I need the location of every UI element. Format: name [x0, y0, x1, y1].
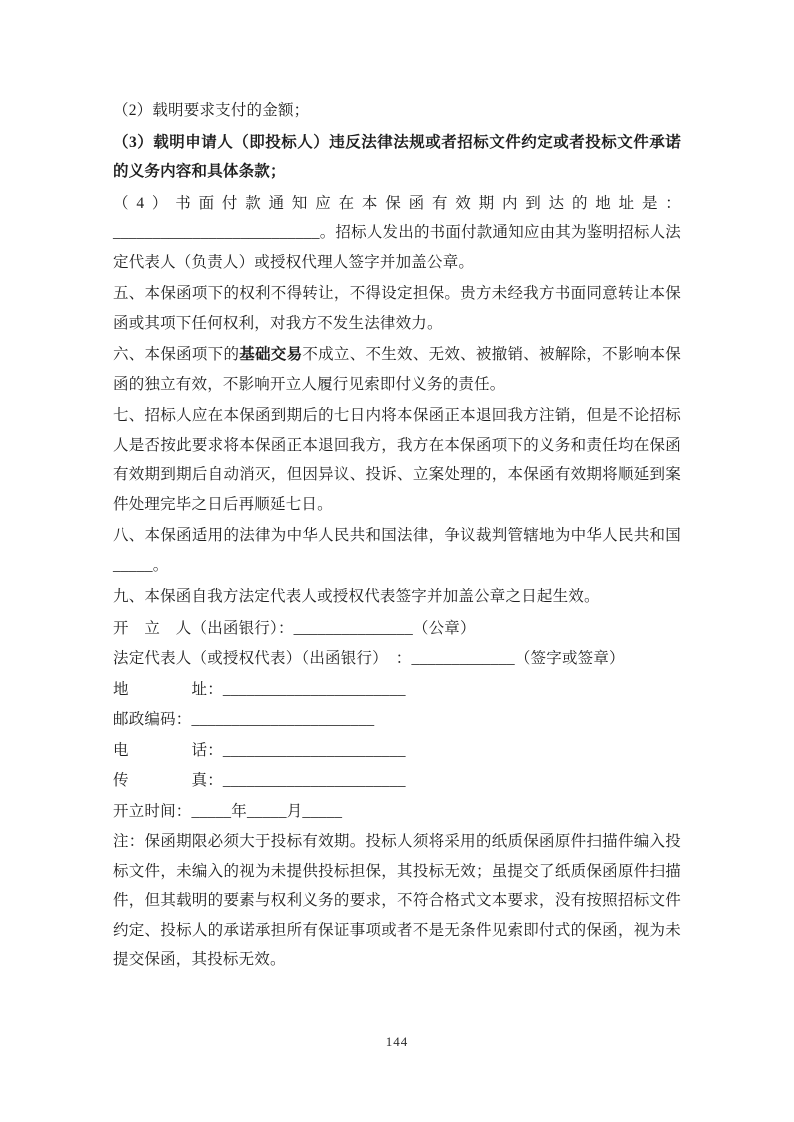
clause-6: [113, 340, 681, 399]
signature-address-line: 地 址：_______________________: [113, 680, 406, 698]
page-number: 144: [385, 1034, 409, 1049]
signature-issue-date-line: 开立时间：_____年_____月_____: [113, 802, 343, 820]
list-item-3: （3）载明申请人（即投标人）违反法律法规或者招标文件约定或者投标文件承诺的义务内容和具体条款；: [113, 133, 681, 180]
clause-7: 七、招标人应在本保函到期后的七日内将本保函正本退回我方注销，但是不论招标人是否按此要求将本保函正本退回我方，我方在本保函项下的义务和责任均在保函有效期到期后自动消灭，但因异议、投诉、立案处理的，本保函有效期将顺延到案件处理完毕之日后再顺延七日。: [113, 407, 681, 513]
clause-6-post: 不成立、不生效、无效、被撤销、被解除，不影响本保函的独立有效，不影响开立人履行见索即付义务的责任。: [113, 346, 681, 393]
signature-phone-line: 电 话：_______________________: [113, 741, 406, 759]
note-paragraph: 注：保函期限必须大于投标有效期。投标人须将采用的纸质保函原件扫描件编入投标文件，未编入的视为未提供投标担保，其投标无效；虽提交了纸质保函原件扫描件，但其载明的要素与权利义务的要求，不符合格式文本要求，没有按照招标文件约定、投标人的承诺承担所有保证事项或者不是无条件见索即付式的保函，视为未提交保函，其投标无效。: [113, 833, 681, 968]
clause-6-bold-term: 基础交易: [239, 346, 303, 363]
signature-fax-line: 传 真：_______________________: [113, 772, 406, 789]
signature-legal-representative-line: 法定代表人（或授权代表）（出函银行） ：_____________（签字或签章）: [113, 650, 625, 667]
list-item-4: （4）书面付款通知应在本保函有效期内到达的地址是：__________________________。招标人发出的书面付款通知应由其为鉴明招标人法定代表人（负责人）或授权代理人签字并加盖公章。: [113, 194, 681, 271]
clause-9: 九、本保函自我方法定代表人或授权代表签字并加盖公章之日起生效。: [113, 588, 600, 605]
document-body: [113, 96, 681, 977]
clause-5: 五、本保函项下的权利不得转让，不得设定担保。贵方未经我方书面同意转让本保函或其项下任何权利，对我方不发生法律效力。: [113, 285, 681, 332]
signature-issuer-line: 开 立 人（出函银行）：_______________（公章）: [113, 619, 476, 637]
clause-6-pre: 六、本保函项下的: [113, 346, 240, 363]
list-item-2: （2）载明要求支付的金额；: [113, 102, 310, 119]
signature-postcode-line: 邮政编码：_______________________: [113, 711, 375, 728]
clause-8: 八、本保函适用的法律为中华人民共和国法律，争议裁判管辖地为中华人民共和国_____。: [113, 527, 681, 574]
